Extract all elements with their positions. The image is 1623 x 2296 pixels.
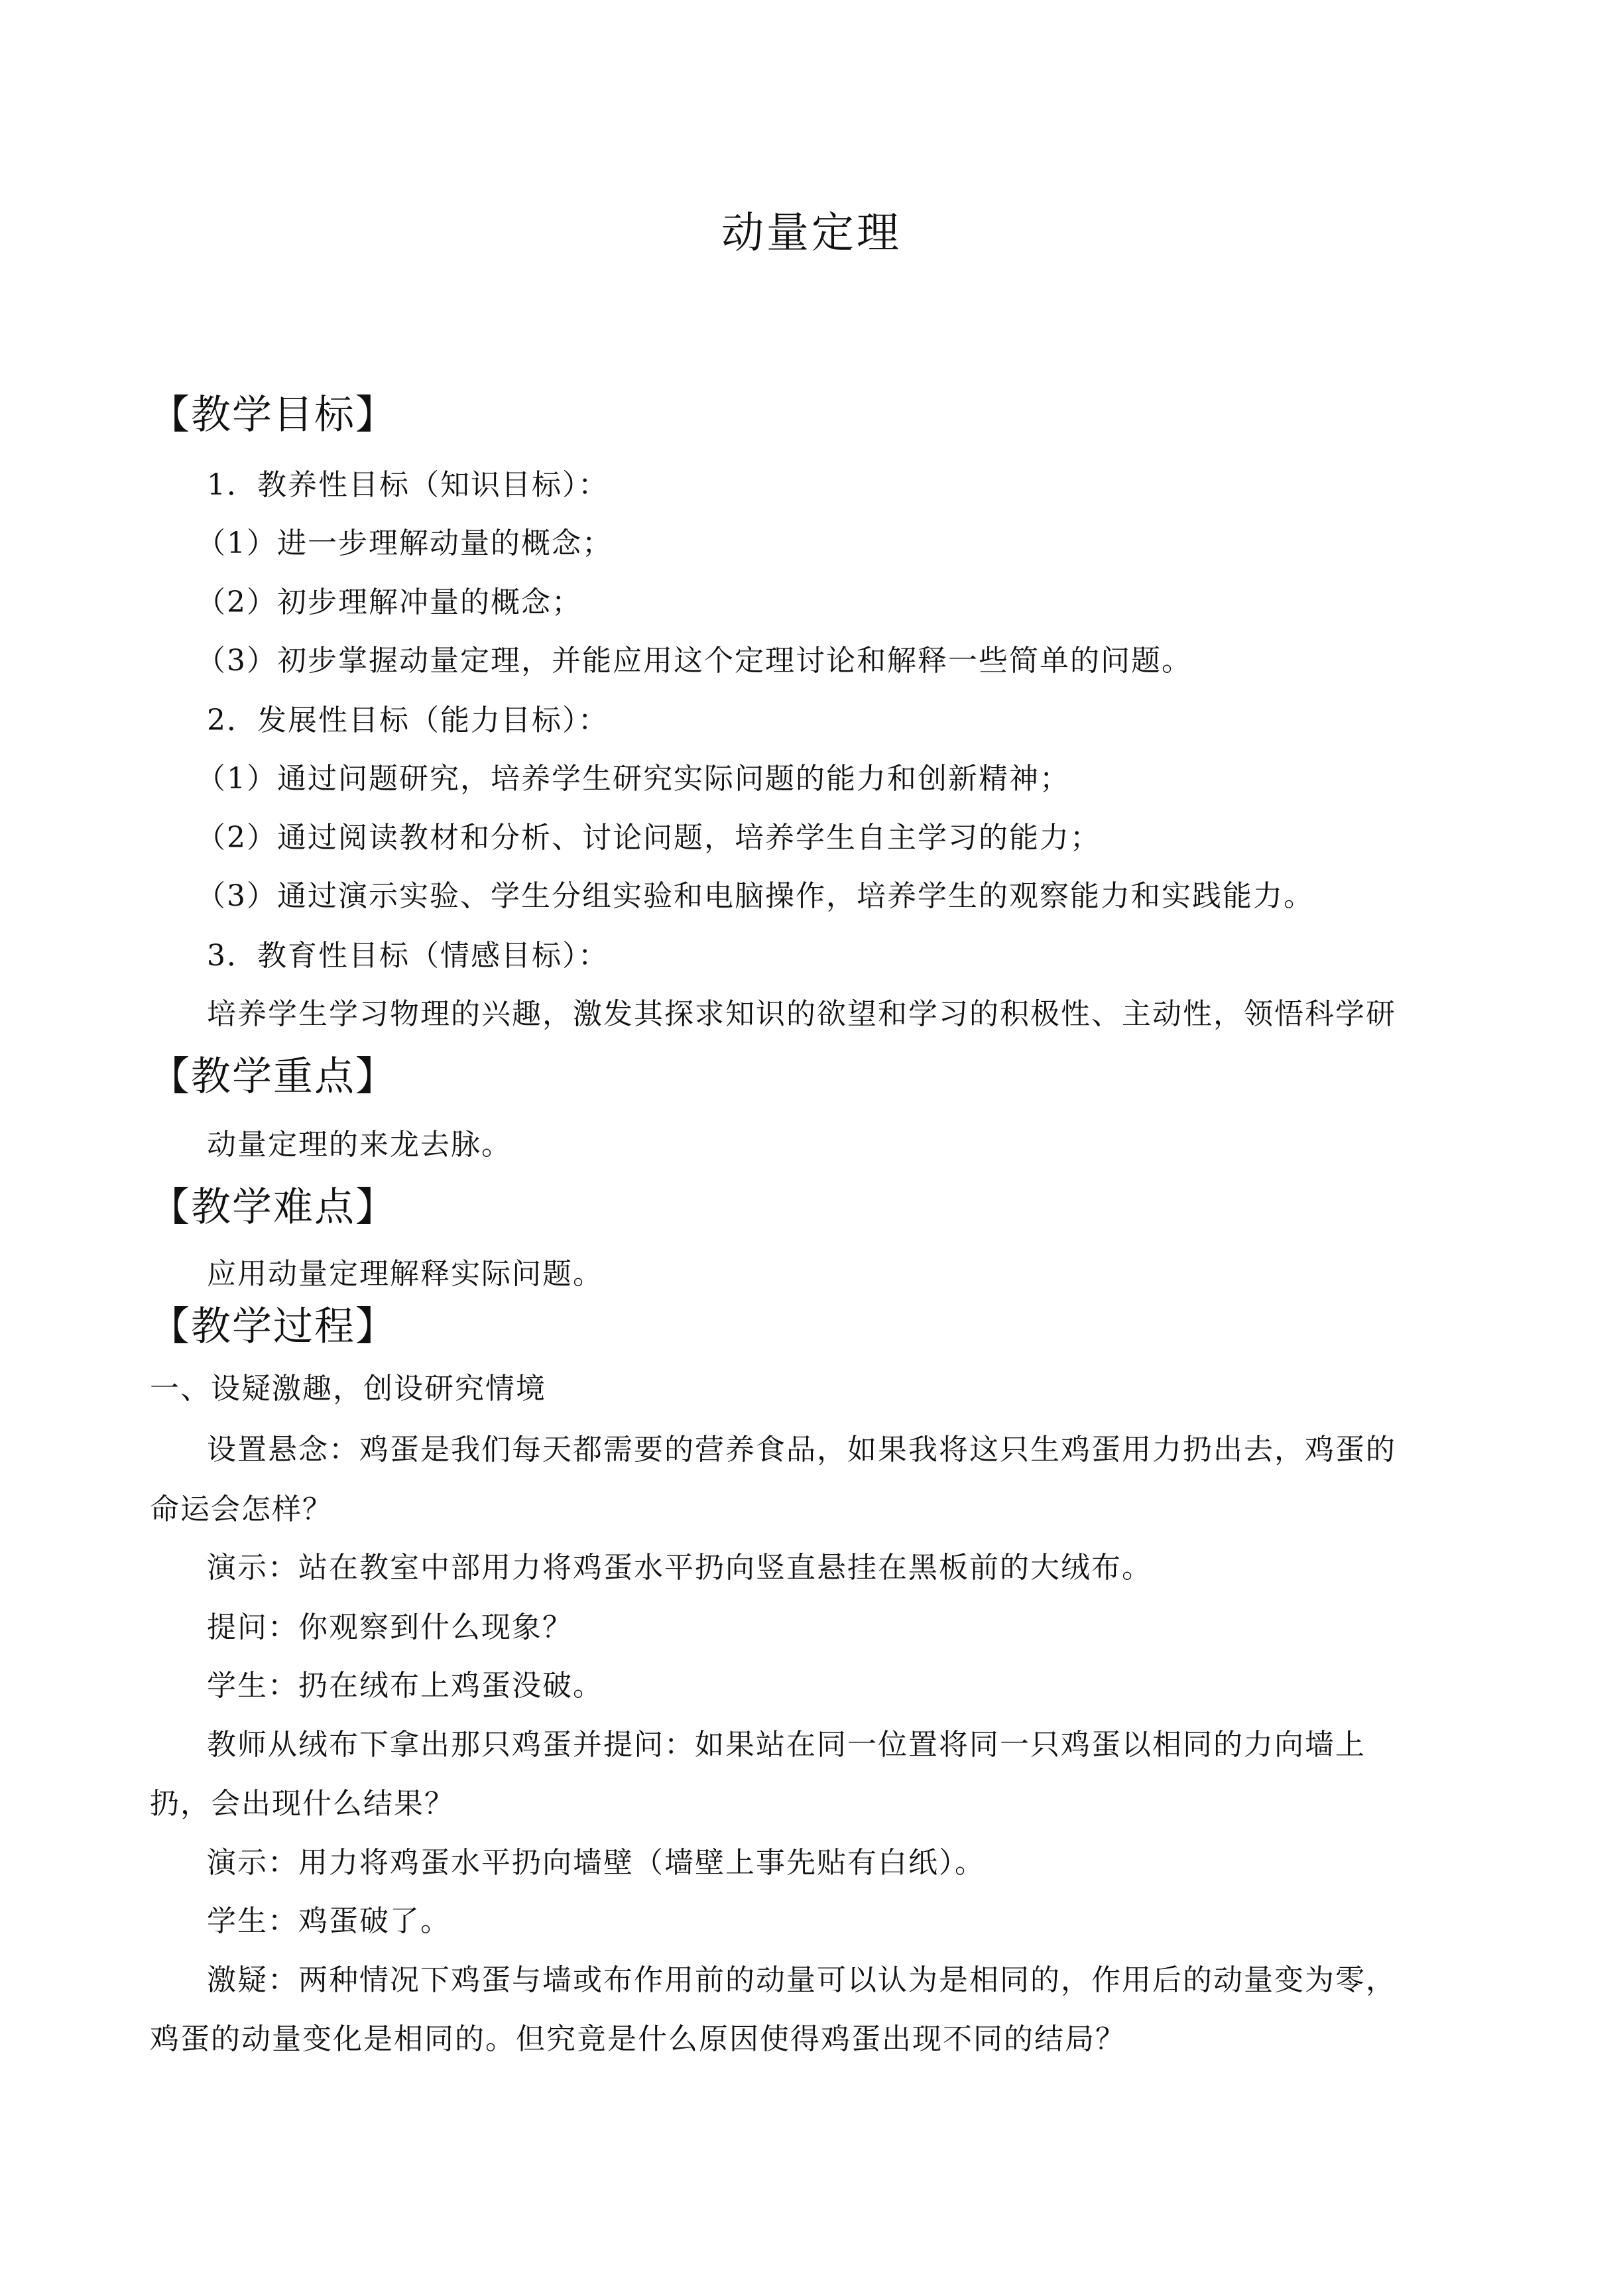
- process-paragraph-5b: 扔，会出现什么结果？: [150, 1787, 455, 1821]
- process-paragraph-2: 演示：站在教室中部用力将鸡蛋水平扔向竖直悬挂在黑板前的大绒布。: [207, 1551, 1152, 1585]
- goal-3-text: 培养学生学习物理的兴趣，激发其探求知识的欲望和学习的积极性、主动性，领悟科学研: [207, 997, 1396, 1031]
- goal-2: 2．发展性目标（能力目标）：: [207, 703, 609, 737]
- goal-1-item-1: （1）进一步理解动量的概念；: [196, 526, 613, 560]
- document-title: 动量定理: [721, 209, 902, 258]
- process-paragraph-7: 学生：鸡蛋破了。: [207, 1904, 451, 1938]
- process-paragraph-4: 学生：扔在绒布上鸡蛋没破。: [207, 1669, 603, 1703]
- process-paragraph-1b: 命运会怎样？: [150, 1492, 333, 1526]
- goal-2-item-1: （1）通过问题研究，培养学生研究实际问题的能力和创新精神；: [196, 762, 1070, 796]
- key-point-text: 动量定理的来龙去脉。: [207, 1128, 512, 1162]
- difficulty-text: 应用动量定理解释实际问题。: [207, 1257, 603, 1291]
- process-paragraph-1a: 设置悬念：鸡蛋是我们每天都需要的营养食品，如果我将这只生鸡蛋用力扔出去，鸡蛋的: [207, 1433, 1396, 1467]
- goal-2-item-2: （2）通过阅读教材和分析、讨论问题，培养学生自主学习的能力；: [196, 821, 1101, 855]
- section-heading-goals: 【教学目标】: [150, 392, 396, 438]
- process-paragraph-5a: 教师从绒布下拿出那只鸡蛋并提问：如果站在同一位置将同一只鸡蛋以相同的力向墙上: [207, 1728, 1366, 1762]
- goal-1: 1．教养性目标（知识目标）：: [207, 468, 609, 502]
- process-paragraph-6: 演示：用力将鸡蛋水平扔向墙壁（墙壁上事先贴有白纸）。: [207, 1846, 985, 1880]
- section-heading-process: 【教学过程】: [150, 1303, 396, 1350]
- section-heading-key-point: 【教学重点】: [150, 1054, 396, 1100]
- process-paragraph-3: 提问：你观察到什么现象？: [207, 1610, 573, 1644]
- goal-3: 3．教育性目标（情感目标）：: [207, 939, 609, 973]
- goal-1-item-2: （2）初步理解冲量的概念；: [196, 585, 582, 619]
- goal-2-item-3: （3）通过演示实验、学生分组实验和电脑操作，培养学生的观察能力和实践能力。: [196, 879, 1314, 913]
- goal-1-item-3: （3）初步掌握动量定理，并能应用这个定理讨论和解释一些简单的问题。: [196, 644, 1192, 678]
- section-heading-difficulty: 【教学难点】: [150, 1184, 396, 1231]
- process-paragraph-8a: 激疑：两种情况下鸡蛋与墙或布作用前的动量可以认为是相同的，作用后的动量变为零，: [207, 1963, 1396, 1997]
- process-step-1: 一、设疑激趣，创设研究情境: [150, 1372, 546, 1406]
- process-paragraph-8b: 鸡蛋的动量变化是相同的。但究竟是什么原因使得鸡蛋出现不同的结局？: [150, 2022, 1126, 2056]
